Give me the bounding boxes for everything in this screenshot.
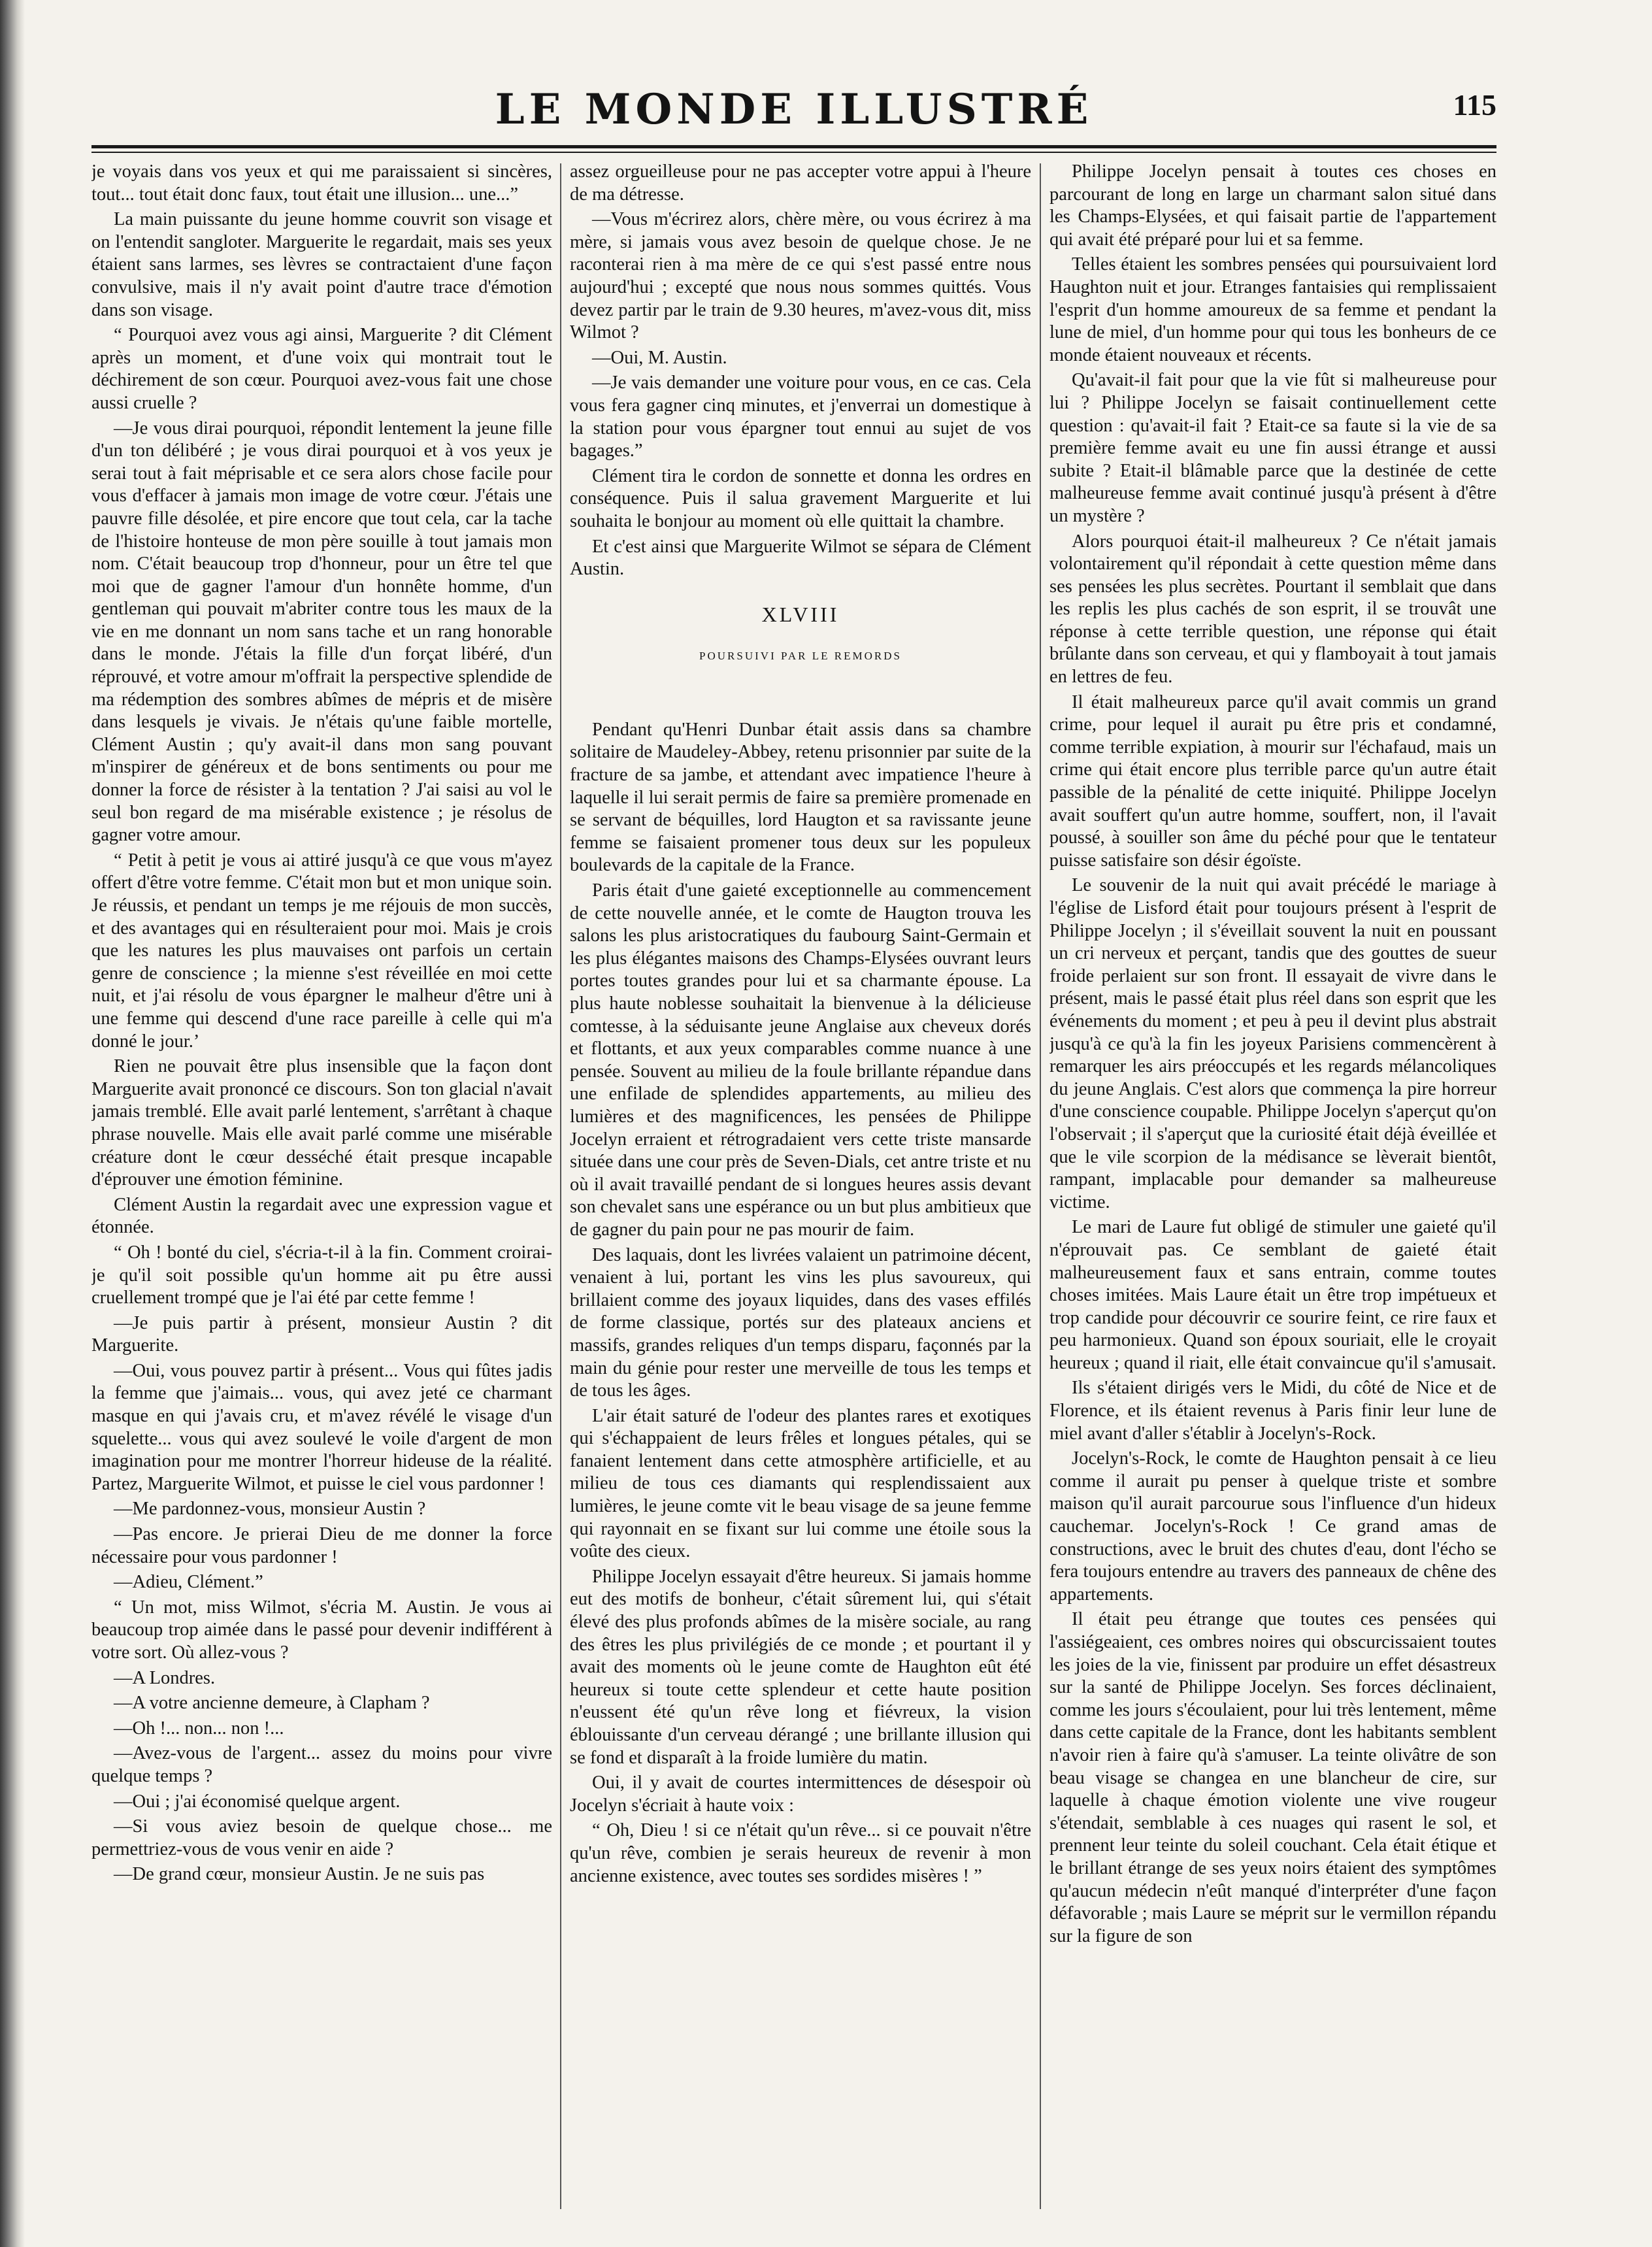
paragraph: Clément tira le cordon de sonnette et donna les ordres en conséquence. Puis il salua gravement Marguerite et lui souhaita le bonjour au moment où elle quittait la chambre. — [570, 465, 1031, 531]
paragraph: Clément Austin la regardait avec une expression vague et étonnée. — [91, 1194, 552, 1238]
text-column-3 — [1049, 161, 1496, 2213]
paragraph: —Oui, M. Austin. — [592, 347, 727, 368]
paragraph: “ Petit à petit je vous ai attiré jusqu'à ce que vous m'ayez offert d'être votre femme. C'était mon but et mon unique soin. Je réussis, et pendant un temps je me réjouis de mon succès, et des avantages qui en résulteraient pour moi. Mais je crois que les natures les plus mauvaises ont parfois un certain genre de conscience ; la mienne s'est réveillée en moi cette nuit, et j'ai résolu de vous épargner le malheur d'être uni à une femme qui descend d'une race pareille à celle qui m'a donné le jour.’ — [91, 850, 552, 1052]
column-divider — [1040, 163, 1041, 2209]
paragraph: —Je puis partir à présent, monsieur Austin ? dit Marguerite. — [91, 1312, 552, 1356]
paragraph: Rien ne pouvait être plus insensible que la façon dont Marguerite avait prononcé ce discours. Son ton glacial n'avait jamais tremblé. Elle avait parlé lentement, s'arrêtant à chaque phrase nouvelle. Mais elle avait parlé comme une misérable créature dont le cœur desséché était presque incapable d'éprouver une émotion féminine. — [91, 1056, 552, 1190]
paragraph: Pendant qu'Henri Dunbar était assis dans sa chambre solitaire de Maudeley-Abbey, retenu prisonnier par suite de la fracture de sa jambe, et attendant avec impatience l'heure à laquelle il lui serait permis de faire sa première promenade en se servant de béquilles, lord Haugton et sa ravissante jeune femme se faisaient promener tous deux sur les populeux boulevards de la capitale de la France. — [570, 719, 1031, 876]
chapter-number: XLVIII — [761, 602, 840, 626]
paragraph: —Vous m'écrirez alors, chère mère, ou vous écrirez à ma mère, si jamais vous avez besoin de quelque chose. Je ne raconterai rien à ma mère de ce qui s'est passé entre nous aujourd'hui ; excepté que nous nous sommes quittés. Vous devez partir par le train de 9.30 heures, m'avez-vous dit, miss Wilmot ? — [570, 209, 1031, 343]
paragraph: Paris était d'une gaieté exceptionnelle au commencement de cette nouvelle année, et le comte de Haugton trouva les salons les plus aristocratiques du faubourg Saint-Germain et les plus élégantes maisons des Champs-Elysées ouvrant leurs portes toutes grandes pour lui et sa charmante épouse. La plus haute noblesse souhaitait la bienvenue à la délicieuse comtesse, à la séduisante jeune Anglaise aux cheveux dorés et flottants, et aux yeux comparables comme nuance à une pensée. Souvent au milieu de la foule brillante répandue dans une enfilade de splendides appartements, au milieu des lumières et des magnificences, les pensées de Philippe Jocelyn erraient et rétrogradaient vers cette triste mansarde située dans une cour près de Seven-Dials, cet antre triste et nu où il avait travaillé pendant de si longues heures assis devant son chevalet sans une espérance ou un but plus ambitieux que de gagner du pain pour ne pas mourir de faim. — [570, 880, 1031, 1240]
paragraph: —Me pardonnez-vous, monsieur Austin ? — [114, 1499, 426, 1520]
paragraph: —Avez-vous de l'argent... assez du moins pour vivre quelque temps ? — [91, 1743, 552, 1786]
page-number: 115 — [1453, 88, 1496, 122]
paragraph: “ Pourquoi avez vous agi ainsi, Marguerite ? dit Clément après un moment, et d'une voix qui montrait tout le déchirement de son cœur. Pourquoi avez-vous fait une chose aussi cruelle ? — [91, 325, 552, 413]
paragraph: Philippe Jocelyn essayait d'être heureux. Si jamais homme eut des motifs de bonheur, c'était sûrement lui, qui s'était élevé des plus profonds abîmes de la misère sociale, au rang des êtres les plus privilégiés de ce monde ; et pourtant il y avait des moments où le jeune comte de Haughton eût été heureux si toute cette splendeur et cette haute position n'eussent été qu'un rêve long et fiévreux, la vision éblouissante d'un cerveau dérangé ; une brillante illusion qui se fond et disparaît à la froide lumière du matin. — [570, 1566, 1031, 1768]
paragraph: Des laquais, dont les livrées valaient un patrimoine décent, venaient à lui, portant les vins les plus savoureux, qui brillaient comme des joyaux liquides, dans des vases effilés de forme classique, portés sur des plateaux anciens et massifs, grandes reliques d'un temps disparu, façonnés par la main du génie pour rester une merveille de tous les temps et de tous les âges. — [570, 1244, 1031, 1401]
paragraph: La main puissante du jeune homme couvrit son visage et on l'entendit sangloter. Marguerite le regardait, mais ses yeux étaient sans larmes, ses lèvres se contractaient d'une façon convulsive, mais il n'y avait point d'autre trace d'émotion dans son visage. — [91, 209, 552, 320]
paragraph: —De grand cœur, monsieur Austin. Je ne suis pas — [114, 1864, 485, 1885]
header-rule — [91, 145, 1496, 148]
paragraph: je voyais dans vos yeux et qui me paraissaient si sincères, tout... tout était donc faux, tout était une illusion... une...” — [91, 161, 552, 205]
paragraph: Philippe Jocelyn pensait à toutes ces choses en parcourant de long en large un charmant salon situé dans les Champs-Elysées, et qui faisait partie de l'appartement qui avait été préparé pour lui et sa femme. — [1049, 161, 1496, 250]
paragraph: Qu'avait-il fait pour que la vie fût si malheureuse pour lui ? Philippe Jocelyn se faisait continuellement cette question : qu'avait-il fait ? Etait-ce sa faute si la vie de sa première femme avait eu une fin aussi étrange et aussi subite ? Etait-il blâmable parce que la destinée de cette malheureuse femme avait continué jusqu'à présent à d'être un mystère ? — [1049, 370, 1496, 526]
paragraph: “ Oh ! bonté du ciel, s'écria-t-il à la fin. Comment croirai-je qu'il soit possible qu'un homme ait pu être aussi cruellement trompé que je l'ai été par cette femme ! — [91, 1242, 552, 1308]
paragraph: “ Un mot, miss Wilmot, s'écria M. Austin. Je vous ai beaucoup trop aimée dans le passé pour devenir indifférent à votre sort. Où allez-vous ? — [91, 1597, 552, 1663]
paragraph: —A Londres. — [114, 1667, 216, 1688]
text-column-2 — [570, 161, 1031, 2213]
paragraph: Le mari de Laure fut obligé de stimuler une gaieté qu'il n'éprouvait pas. Ce semblant de gaieté était malheureusement faux et sans entrain, comme toutes choses imitées. Mais Laure était un être trop impétueux et trop candide pour découvrir ce sourire feint, ce rire faux et peu harmonieux. Quand son époux souriait, elle le croyait heureux ; quand il riait, elle était convaincue qu'il s'amusait. — [1049, 1217, 1496, 1373]
paragraph: —Je vais demander une voiture pour vous, en ce cas. Cela vous fera gagner cinq minutes, et j'enverrai un domestique à la station pour vous épargner tout ennui au sujet de vos bagages.” — [570, 373, 1031, 461]
paragraph: Jocelyn's-Rock, le comte de Haughton pensait à ce lieu comme il aurait pu penser à quelque triste et sombre maison qu'il aurait parcourue sous l'influence d'un hideux cauchemar. Jocelyn's-Rock ! Ce grand amas de constructions, avec le bruit des chutes d'eau, dont l'écho se fera toujours entendre au travers des panneaux de chêne des appartements. — [1049, 1448, 1496, 1605]
chapter-title: POURSUIVI PAR LE REMORDS — [699, 650, 902, 663]
paragraph: —Oui ; j'ai économisé quelque argent. — [114, 1791, 401, 1812]
paragraph: Alors pourquoi était-il malheureux ? Ce n'était jamais volontairement qu'il répondait à cette question même dans ses pensées les plus secrètes. Pourtant il semblait que dans les replis les plus cachés de son esprit, il se trouvât une réponse à cette terrible question, une réponse qui était brûlante dans son cerveau, et qui y flamboyait à tout jamais en lettres de feu. — [1049, 531, 1496, 688]
paragraph: “ Oh, Dieu ! si ce n'était qu'un rêve... si ce pouvait n'être qu'un rêve, combien je serais heureux de revenir à mon ancienne existence, avec toutes ses sordides misères ! ” — [570, 1820, 1031, 1886]
paragraph: Le souvenir de la nuit qui avait précédé le mariage à l'église de Lisford était pour toujours présent à l'esprit de Philippe Jocelyn ; il s'éveillait souvent la nuit en poussant un cri nerveux et perçant, tandis que des gouttes de sueur froide perlaient sur son front. Il essayait de vivre dans le présent, mais le passé était plus réel dans son esprit que les événements du moment ; et peu à peu il devint plus abstrait jusqu'à ce qu'à la fin les joyeux Parisiens commencèrent à remarquer les airs préoccupés et les regards mélancoliques du jeune Anglais. C'est alors que commença la pire horreur d'une conscience coupable. Philippe Jocelyn s'aperçut qu'on l'observait ; il s'aperçut que la curiosité était déjà éveillée et que le vile scorpion de la médisance se lèverait bientôt, rampant, implacable pour demander sa malheureuse victime. — [1049, 875, 1496, 1212]
paragraph: Et c'est ainsi que Marguerite Wilmot se sépara de Clément Austin. — [570, 536, 1031, 580]
paragraph: L'air était saturé de l'odeur des plantes rares et exotiques qui s'échappaient de leurs frêles et longues pétales, qui se fanaient lentement dans cette atmosphère artificielle, et au milieu de tous ces diamants qui resplendissaient aux lumières, le jeune comte vit le beau visage de sa jeune femme qui rayonnait en se fixant sur lui comme une étoile sous la voûte des cieux. — [570, 1405, 1031, 1562]
paragraph: —Pas encore. Je prierai Dieu de me donner la force nécessaire pour vous pardonner ! — [91, 1524, 552, 1567]
column-divider — [560, 163, 561, 2209]
masthead-title: LE MONDE ILLUSTRÉ — [495, 85, 1093, 134]
page-binding-edge — [0, 0, 25, 2247]
paragraph: Ils s'étaient dirigés vers le Midi, du côté de Nice et de Florence, et ils étaient revenus à Paris finir leur lune de miel avant d'aller s'établir à Jocelyn's-Rock. — [1049, 1378, 1496, 1444]
paragraph: —Je vous dirai pourquoi, répondit lentement la jeune fille d'un ton délibéré ; je vous dirai pourquoi et à vos yeux je serai tout à fait méprisable et ce sera alors chose facile pour vous d'effacer à jamais mon image de votre cœur. J'étais une pauvre fille désolée, et pire encore que tout cela, car la tache de l'histoire honteuse de mon père souille à tout jamais mon nom. C'était beaucoup trop d'honneur, pour un être tel que moi que de gagner l'amour d'un honnête homme, d'un gentleman qui pouvait m'abriter contre tous les maux de la vie en me donnant un nom sans tache et un rang honorable dans le monde. J'étais la fille d'un forçat libéré, d'un réprouvé, et votre amour m'offrait la perspective splendide de ma rédemption des sombres abîmes de mépris et de misère dans lesquels je vivais. Je n'étais qu'une faible mortelle, Clément Austin ; qu'y avait-il dans mon sang pouvant m'inspirer de généreux et de bons sentiments ou pour me donner la force de résister à la tentation ? J'ai saisi au vol le seul bon regard de ma misérable existence ; je résolus de gagner votre amour. — [91, 418, 552, 846]
paragraph: Telles étaient les sombres pensées qui poursuivaient lord Haughton nuit et jour. Etranges fantaisies qui remplissaient l'esprit d'un homme amoureux de sa femme et pendant la lune de miel, d'un homme pour qui tous les bonheurs de ce monde étaient nouveaux et récents. — [1049, 254, 1496, 365]
header-rule-thin — [91, 152, 1496, 153]
paragraph: —Oui, vous pouvez partir à présent... Vous qui fûtes jadis la femme que j'aimais... vous, qui avez jeté ce charmant masque en qui j'avais cru, et m'avez révélé le visage d'un squelette... vous qui avez soulevé le voile d'argent de mon imagination pour me montrer l'horreur hideuse de la réalité. Partez, Marguerite Wilmot, et puisse le ciel vous pardonner ! — [91, 1360, 552, 1494]
paragraph: Oui, il y avait de courtes intermittences de désespoir où Jocelyn s'écriait à haute voix : — [570, 1773, 1031, 1816]
paragraph: —Si vous aviez besoin de quelque chose... me permettriez-vous de vous venir en aide ? — [91, 1816, 552, 1859]
text-column-1 — [91, 161, 552, 2213]
paragraph: —Adieu, Clément.” — [114, 1572, 263, 1593]
paragraph: assez orgueilleuse pour ne pas accepter votre appui à l'heure de ma détresse. — [570, 161, 1031, 205]
paragraph: —A votre ancienne demeure, à Clapham ? — [114, 1693, 430, 1714]
paragraph: —Oh !... non... non !... — [114, 1718, 284, 1739]
paragraph: Il était malheureux parce qu'il avait commis un grand crime, pour lequel il aurait pu être pris et condamné, comme terrible expiation, à mourir sur l'échafaud, mais un crime qui était encore plus terrible parce qu'un autre était passible de la pénalité de cette iniquité. Philippe Jocelyn avait souffert qu'un autre homme, souffert, non, il l'avait poussé, à souiller son âme du péché pour que le tentateur puisse satisfaire son désir égoïste. — [1049, 691, 1496, 871]
paragraph: Il était peu étrange que toutes ces pensées qui l'assiégeaient, ces ombres noires qui obscurcissaient toutes les joies de la vie, finissent par produire un effet désastreux sur la santé de Philippe Jocelyn. Ses forces déclinaient, comme les jours s'écoulaient, pour lui très lentement, même dans cette capitale de la France, dont les habitants semblent n'avoir rien à faire qu'à s'amuser. La teinte olivâtre de son beau visage se changea en une blancheur de cire, sur laquelle à chaque émotion violente une vive rougeur s'étendait, semblable à ces nuages qui rasent le sol, et prennent leur teinte du soleil couchant. Cela était étique et le brillant étrange de ses yeux noirs étaient des symptômes qu'aucun médecin n'eût manqué d'interpréter d'une façon défavorable ; mais Laure se méprit sur le vermillon répandu sur la figure de son — [1049, 1609, 1496, 1946]
